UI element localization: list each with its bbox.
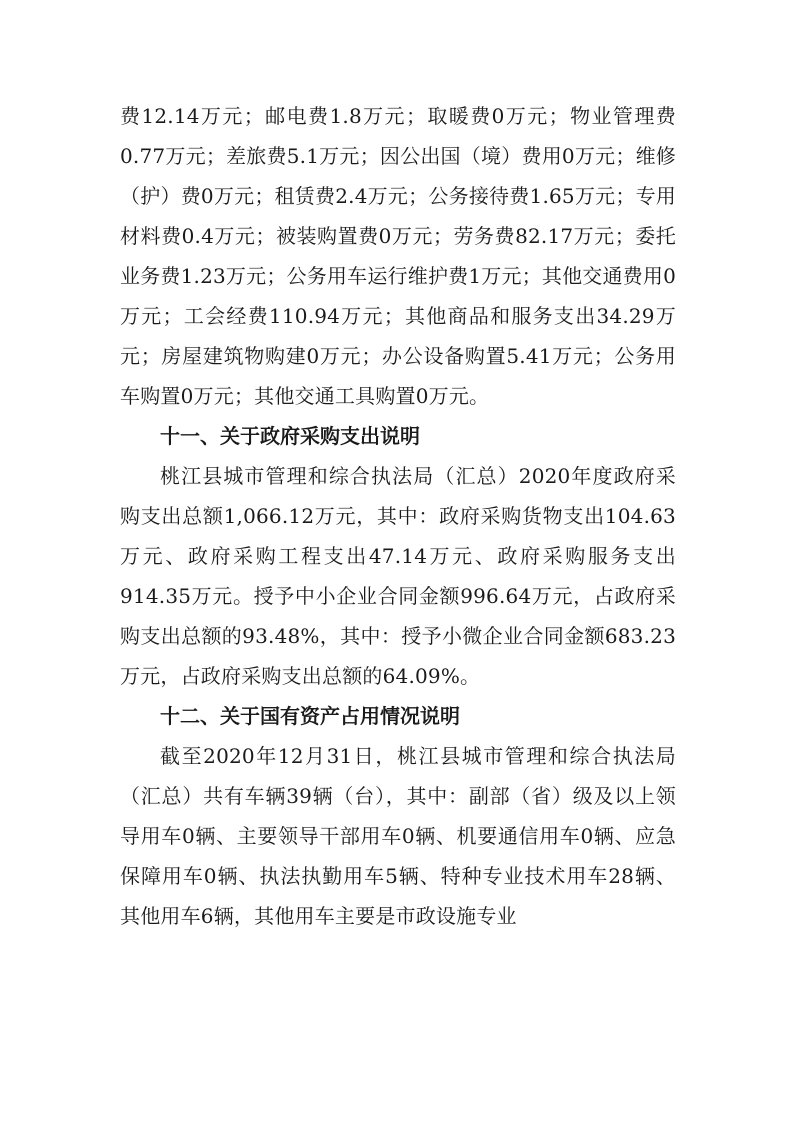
assets-paragraph: 截至2020年12月31日，桃江县城市管理和综合执法局（汇总）共有车辆39辆（台），其中：副部（省）级及以上领导用车0辆、主要领导干部用车0辆、机要通信用车0辆、应急保障用车0辆、执法执勤用车5辆、特种专业技术用车28辆、其他用车6辆，其他用车主要是市政设施专业 [120, 744, 676, 928]
section-heading-11: 十一、关于政府采购支出说明 [160, 424, 420, 448]
expense-breakdown-paragraph: 费12.14万元；邮电费1.8万元；取暖费0万元；物业管理费0.77万元；差旅费5.1万元；因公出国（境）费用0万元；维修（护）费0万元；租赁费2.4万元；公务接待费1.65万元；专用材料费0.4万元；被装购置费0万元；劳务费82.17万元；委托业务费1.23万元；公务用车运行维护费1万元；其他交通费用0万元；工会经费110.94万元；其他商品和服务支出34.29万元；房屋建筑物购建0万元；办公设备购置5.41万元；公务用车购置0万元；其他交通工具购置0万元。 [120, 104, 676, 408]
document-page [120, 96, 676, 936]
section-heading-12: 十二、关于国有资产占用情况说明 [160, 704, 460, 728]
procurement-paragraph: 桃江县城市管理和综合执法局（汇总）2020年度政府采购支出总额1,066.12万元，其中：政府采购货物支出104.63万元、政府采购工程支出47.14万元、政府采购服务支出914.35万元。授予中小企业合同金额996.64万元，占政府采购支出总额的93.48%，其中：授予小微企业合同金额683.23万元，占政府采购支出总额的64.09%。 [120, 464, 676, 688]
